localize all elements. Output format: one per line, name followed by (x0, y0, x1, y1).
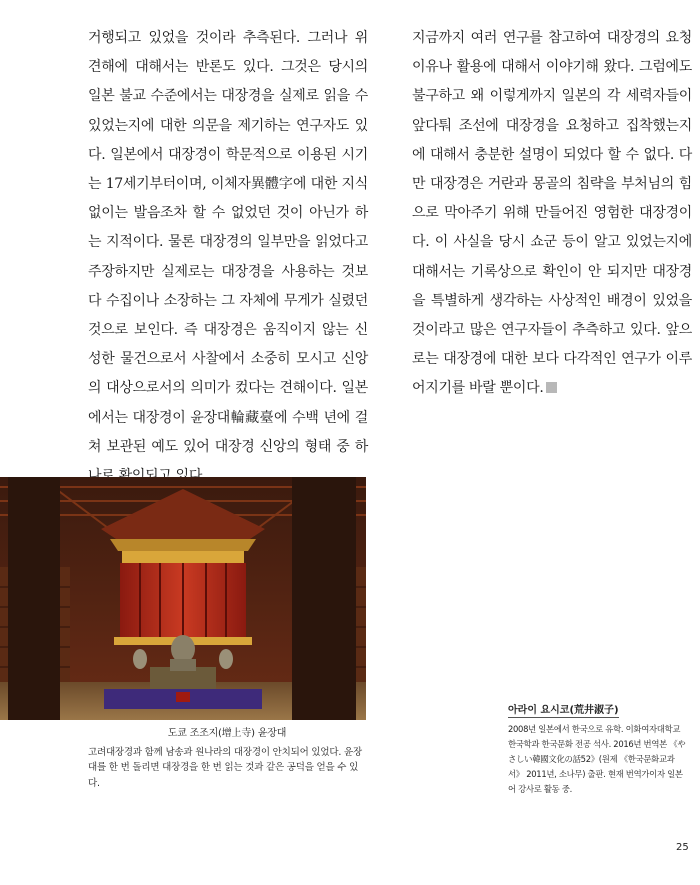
photo-caption (88, 726, 366, 791)
article-column-left (88, 24, 368, 491)
temple-photo (0, 477, 366, 720)
end-of-article-icon (546, 382, 557, 393)
article-paragraph (412, 24, 692, 404)
article-paragraph-text: 지금까지 여러 연구를 참고하여 대장경의 요청 이유나 활용에 대해서 이야기해 왔다. 그럼에도 불구하고 왜 이렇게까지 일본의 각 세력자들이 앞다퉈 조선에 대장경을 요청하고 집착했는지에 대해서 충분한 설명이 되었다 할 수 없다. 다만 대장경은 거란과 몽골의 침략을 부처님의 힘으로 막아주기 위해 만들어진 영험한 대장경이다. 이 사실을 당시 쇼군 등이 알고 있었는지에 대해서는 기록상으로 확인이 안 되지만 대장경을 특별하게 생각하는 사상적인 배경이 있었을 것이라고 많은 연구자들이 추측하고 있다. 앞으로는 대장경에 대한 보다 다각적인 연구가 이루어지기를 바랄 뿐이다. (412, 30, 692, 397)
author-name: 아라이 요시코(荒井淑子) (508, 701, 619, 718)
article-paragraph: 거행되고 있었을 것이라 추측된다. 그러나 위 견해에 대해서는 반론도 있다. 그것은 당시의 일본 불교 수준에서는 대장경을 실제로 읽을 수 있었는지에 대한 의문을 제기하는 연구자도 있다. 일본에서 대장경이 학문적으로 이용된 시기는 17세기부터이며, 이체자異體字에 대한 지식 없이는 발음조차 할 수 없었던 것이 아닌가 하는 지적이다. 물론 대장경의 일부만을 읽었다고 주장하지만 실제로는 대장경을 사용하는 것보다 수집이나 소장하는 그 자체에 무게가 실렸던 것으로 보인다. 즉 대장경은 움직이지 않는 신성한 물건으로서 사찰에서 소중히 모시고 신앙의 대상으로서의 의미가 컸다는 견해이다. 일본에서는 대장경이 윤장대輪藏臺에 수백 년에 걸쳐 보관된 예도 있어 대장경 신앙의 형태 중 하 (88, 30, 368, 455)
article-column-right (412, 24, 692, 404)
photo-caption-title: 도쿄 조조지(增上寺) 윤장대 (167, 728, 287, 739)
author-bio (508, 698, 690, 797)
page-number: 25 (676, 842, 689, 853)
author-bio-text: 2008년 일본에서 한국으로 유학. 이화여자대학교 한국학과 한국문화 전공 석사. 2016년 번역본 《やさしい韓國文化の話52》(원제 《한국문화교과서》 2011년, 소나무) 출판. 현재 번역가이자 일본어 강사로 활동 중. (508, 724, 686, 794)
revolving-sutra-repository-illustration (0, 477, 366, 720)
photo-caption-text: 고려대장경과 함께 남송과 원나라의 대장경이 안치되어 있었다. 윤장대를 한 번 돌리면 대장경을 한 번 읽는 것과 같은 공덕을 얻을 수 있다. (88, 746, 362, 789)
